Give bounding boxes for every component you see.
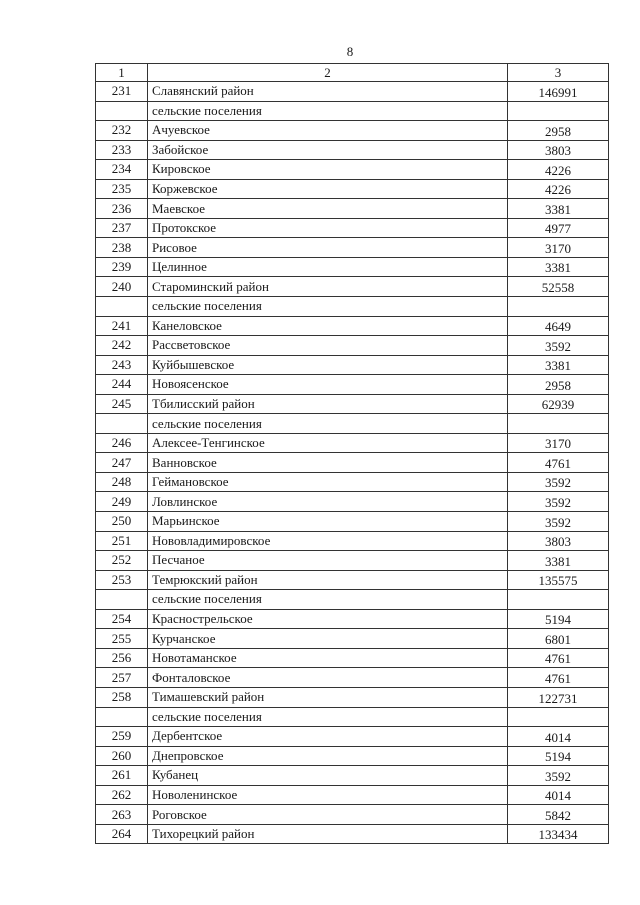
table-row — [96, 414, 609, 434]
row-number-cell: 257 — [96, 668, 148, 688]
row-name-cell: Алексее-Тенгинское — [148, 433, 508, 453]
table-row — [96, 805, 609, 825]
row-number-cell: 237 — [96, 218, 148, 238]
row-name-cell: Новоленинское — [148, 785, 508, 805]
table-row — [96, 590, 609, 610]
row-number-cell: 247 — [96, 453, 148, 473]
row-number-cell: 233 — [96, 140, 148, 160]
row-name-cell: Целинное — [148, 257, 508, 277]
row-number-cell — [96, 297, 148, 317]
row-name-cell: Новоясенское — [148, 375, 508, 395]
row-value-cell: 2958 — [508, 121, 609, 141]
row-name-cell: Фонталовское — [148, 668, 508, 688]
row-number-cell: 245 — [96, 394, 148, 414]
row-name-cell: Марьинское — [148, 512, 508, 532]
row-name-cell: Тбилисский район — [148, 394, 508, 414]
table-row — [96, 648, 609, 668]
table-row — [96, 375, 609, 395]
row-name-cell: Днепровское — [148, 746, 508, 766]
row-number-cell: 251 — [96, 531, 148, 551]
row-number-cell: 252 — [96, 551, 148, 571]
row-name-cell: Куйбышевское — [148, 355, 508, 375]
row-name-cell: Рассветовское — [148, 336, 508, 356]
row-number-cell: 248 — [96, 472, 148, 492]
allocation-table — [95, 63, 609, 844]
row-value-cell: 2958 — [508, 375, 609, 395]
row-number-cell — [96, 707, 148, 727]
table-row — [96, 531, 609, 551]
row-number-cell: 249 — [96, 492, 148, 512]
table-row — [96, 355, 609, 375]
table-row — [96, 609, 609, 629]
row-number-cell: 254 — [96, 609, 148, 629]
row-name-cell: сельские поселения — [148, 101, 508, 121]
row-value-cell: 4761 — [508, 453, 609, 473]
column-header-number: 1 — [96, 64, 148, 82]
row-value-cell: 4226 — [508, 179, 609, 199]
row-value-cell: 4977 — [508, 218, 609, 238]
table-row — [96, 707, 609, 727]
table-row — [96, 82, 609, 102]
table-row — [96, 492, 609, 512]
table-body — [96, 64, 609, 844]
table-row — [96, 512, 609, 532]
row-name-cell: Песчаное — [148, 551, 508, 571]
row-value-cell: 3592 — [508, 492, 609, 512]
row-value-cell: 5842 — [508, 805, 609, 825]
table-row — [96, 140, 609, 160]
table-row — [96, 316, 609, 336]
table-row — [96, 277, 609, 297]
row-value-cell: 4014 — [508, 727, 609, 747]
row-value-cell — [508, 297, 609, 317]
table-row — [96, 336, 609, 356]
row-number-cell: 234 — [96, 160, 148, 180]
row-number-cell: 240 — [96, 277, 148, 297]
row-name-cell: Староминский район — [148, 277, 508, 297]
table-row — [96, 297, 609, 317]
column-header-value: 3 — [508, 64, 609, 82]
row-value-cell: 146991 — [508, 82, 609, 102]
row-value-cell — [508, 101, 609, 121]
row-value-cell: 4761 — [508, 648, 609, 668]
row-value-cell — [508, 707, 609, 727]
row-name-cell: Роговское — [148, 805, 508, 825]
row-value-cell: 3381 — [508, 551, 609, 571]
table-row — [96, 785, 609, 805]
table-row — [96, 668, 609, 688]
row-number-cell — [96, 590, 148, 610]
table-row — [96, 179, 609, 199]
row-name-cell: сельские поселения — [148, 707, 508, 727]
table-row — [96, 453, 609, 473]
table-row — [96, 394, 609, 414]
row-name-cell: сельские поселения — [148, 297, 508, 317]
row-name-cell: Коржевское — [148, 179, 508, 199]
row-name-cell: Маевское — [148, 199, 508, 219]
row-name-cell: Дербентское — [148, 727, 508, 747]
column-header-name: 2 — [148, 64, 508, 82]
row-name-cell: Новотаманское — [148, 648, 508, 668]
table-row — [96, 472, 609, 492]
row-value-cell: 4014 — [508, 785, 609, 805]
row-value-cell: 62939 — [508, 394, 609, 414]
row-name-cell: Курчанское — [148, 629, 508, 649]
table-row — [96, 218, 609, 238]
row-value-cell: 3592 — [508, 766, 609, 786]
row-value-cell: 52558 — [508, 277, 609, 297]
row-name-cell: Протокское — [148, 218, 508, 238]
row-number-cell: 238 — [96, 238, 148, 258]
table-row — [96, 727, 609, 747]
row-name-cell: Канеловское — [148, 316, 508, 336]
row-number-cell: 253 — [96, 570, 148, 590]
row-value-cell: 3592 — [508, 512, 609, 532]
row-name-cell: Ловлинское — [148, 492, 508, 512]
table-row — [96, 687, 609, 707]
table-row — [96, 257, 609, 277]
row-name-cell: Тихорецкий район — [148, 824, 508, 844]
row-number-cell: 243 — [96, 355, 148, 375]
row-number-cell: 258 — [96, 687, 148, 707]
row-name-cell: Краснострельское — [148, 609, 508, 629]
row-value-cell: 3381 — [508, 355, 609, 375]
row-name-cell: Ванновское — [148, 453, 508, 473]
row-number-cell — [96, 101, 148, 121]
table-row — [96, 433, 609, 453]
row-name-cell: Геймановское — [148, 472, 508, 492]
row-name-cell: Славянский район — [148, 82, 508, 102]
row-value-cell: 3170 — [508, 238, 609, 258]
row-number-cell: 261 — [96, 766, 148, 786]
table-row — [96, 121, 609, 141]
row-value-cell: 3381 — [508, 257, 609, 277]
row-number-cell: 239 — [96, 257, 148, 277]
row-value-cell: 5194 — [508, 609, 609, 629]
row-value-cell — [508, 590, 609, 610]
row-value-cell: 122731 — [508, 687, 609, 707]
row-number-cell: 262 — [96, 785, 148, 805]
row-number-cell: 264 — [96, 824, 148, 844]
table-row — [96, 570, 609, 590]
row-number-cell — [96, 414, 148, 434]
row-number-cell: 263 — [96, 805, 148, 825]
row-value-cell: 3803 — [508, 531, 609, 551]
row-number-cell: 232 — [96, 121, 148, 141]
table-row — [96, 746, 609, 766]
row-number-cell: 256 — [96, 648, 148, 668]
row-value-cell: 5194 — [508, 746, 609, 766]
table-row — [96, 551, 609, 571]
row-value-cell: 6801 — [508, 629, 609, 649]
table-row — [96, 101, 609, 121]
row-name-cell: Нововладимировское — [148, 531, 508, 551]
row-number-cell: 255 — [96, 629, 148, 649]
row-name-cell: сельские поселения — [148, 590, 508, 610]
row-value-cell: 3803 — [508, 140, 609, 160]
row-name-cell: сельские поселения — [148, 414, 508, 434]
row-value-cell: 3170 — [508, 433, 609, 453]
table-header-row — [96, 64, 609, 82]
row-number-cell: 260 — [96, 746, 148, 766]
row-name-cell: Забойское — [148, 140, 508, 160]
row-number-cell: 246 — [96, 433, 148, 453]
row-name-cell: Темрюкский район — [148, 570, 508, 590]
table-row — [96, 199, 609, 219]
row-value-cell: 3592 — [508, 336, 609, 356]
page-number: 8 — [346, 44, 354, 59]
table-row — [96, 238, 609, 258]
row-value-cell: 133434 — [508, 824, 609, 844]
row-value-cell: 135575 — [508, 570, 609, 590]
row-number-cell: 244 — [96, 375, 148, 395]
row-number-cell: 250 — [96, 512, 148, 532]
row-name-cell: Кировское — [148, 160, 508, 180]
allocation-table-container — [95, 63, 608, 844]
table-row — [96, 160, 609, 180]
table-row — [96, 766, 609, 786]
row-number-cell: 236 — [96, 199, 148, 219]
row-name-cell: Тимашевский район — [148, 687, 508, 707]
row-number-cell: 235 — [96, 179, 148, 199]
row-number-cell: 231 — [96, 82, 148, 102]
row-number-cell: 242 — [96, 336, 148, 356]
row-value-cell: 4226 — [508, 160, 609, 180]
row-value-cell: 3381 — [508, 199, 609, 219]
row-value-cell — [508, 414, 609, 434]
table-row — [96, 824, 609, 844]
row-name-cell: Рисовое — [148, 238, 508, 258]
row-value-cell: 3592 — [508, 472, 609, 492]
row-name-cell: Ачуевское — [148, 121, 508, 141]
row-value-cell: 4761 — [508, 668, 609, 688]
row-number-cell: 259 — [96, 727, 148, 747]
row-name-cell: Кубанец — [148, 766, 508, 786]
row-number-cell: 241 — [96, 316, 148, 336]
row-value-cell: 4649 — [508, 316, 609, 336]
table-row — [96, 629, 609, 649]
